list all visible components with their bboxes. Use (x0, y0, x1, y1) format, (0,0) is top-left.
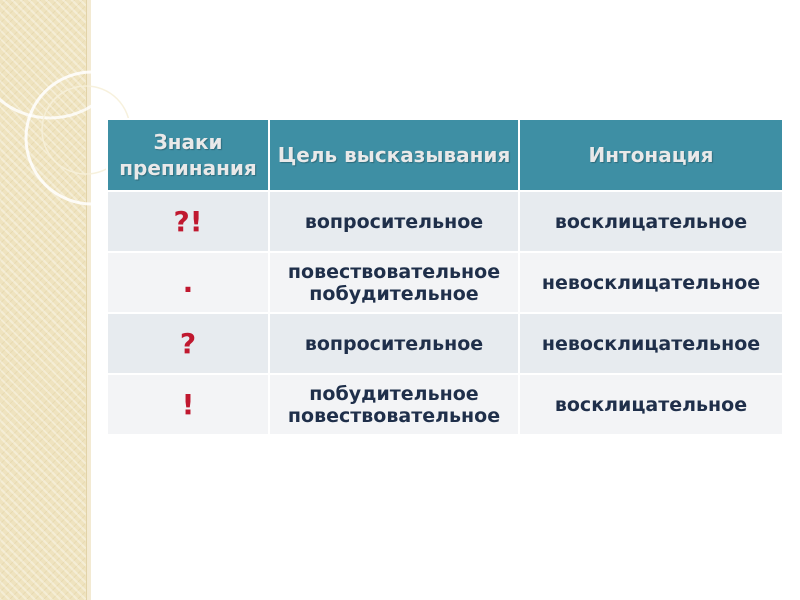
purpose-cell: повествовательное побудительное (269, 252, 519, 313)
header-intonation: Интонация (519, 119, 783, 191)
intonation-cell: восклицательное (519, 374, 783, 435)
header-punctuation: Знаки препинания (107, 119, 269, 191)
intonation-cell: восклицательное (519, 191, 783, 252)
intonation-cell: невосклицательное (519, 252, 783, 313)
table-row (107, 374, 783, 435)
punctuation-table (106, 118, 784, 436)
purpose-cell: побудительное повествовательное (269, 374, 519, 435)
punctuation-mark: ?! (107, 191, 269, 252)
intonation-cell: невосклицательное (519, 313, 783, 374)
purpose-cell: вопросительное (269, 191, 519, 252)
punctuation-mark: . (107, 252, 269, 313)
table-row (107, 252, 783, 313)
table-row (107, 191, 783, 252)
table-header-row (107, 119, 783, 191)
punctuation-mark: ? (107, 313, 269, 374)
purpose-cell: вопросительное (269, 313, 519, 374)
header-purpose: Цель высказывания (269, 119, 519, 191)
table-row (107, 313, 783, 374)
punctuation-mark: ! (107, 374, 269, 435)
